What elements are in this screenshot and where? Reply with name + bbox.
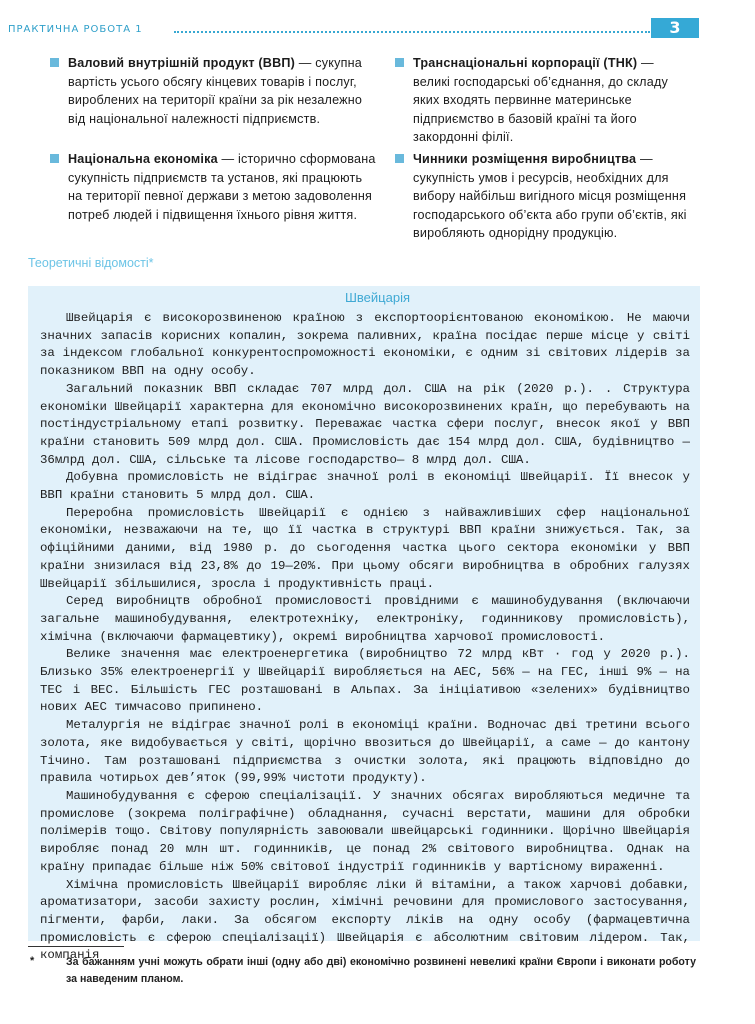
- square-bullet-icon: [50, 154, 59, 163]
- panel-body: [40, 310, 690, 965]
- header-dotted-rule: [174, 31, 650, 33]
- square-bullet-icon: [395, 58, 404, 67]
- definition-term: Транснаціональні корпорації (ТНК): [413, 56, 638, 70]
- paragraph: Загальний показник ВВП складає 707 млрд дол. США на рік (2020 р.). . Структура економіки Швейцарії характерна для економічно високорозвинених країн, що перебувають на постіндустріальному етапі розвитку. Переважає частка сфери послуг, внесок якої у ВВП країни становить 509 млрд дол. США. Промисловість дає 154 млрд дол. США, будівництво — 36млрд дол. США, сільське та лісове господарство— 8 млрд дол. США.: [40, 381, 690, 467]
- definition-national-economy: [68, 150, 380, 224]
- section-title: Теоретичні відомості*: [28, 256, 154, 270]
- paragraph: Велике значення має електроенергетика (виробництво 72 млрд кВт · год у 2020 р.). Близько 35% електроенергії у Швейцарії виробляється на АЕС, 56% — на ГЕС, інші 9% — на ТЕС і ВЕС. Більшість ГЕС розташовані в Альпах. За ініціативою «зелених» будівництво нових АЕС тимчасово припинено.: [40, 647, 690, 715]
- footnote: За бажанням учні можуть обрати інші (одну або дві) економічно розвинені невеликі країни Європи і виконати роботу за наведеним планом.: [66, 956, 696, 985]
- definition-tnc: [413, 54, 691, 147]
- header-title: ПРАКТИЧНА РОБОТА 1: [8, 24, 143, 35]
- paragraph: Хімічна промисловість Швейцарії виробляє ліки й вітаміни, а також харчові добавки, ароматизатори, засоби захисту рослин, хімічні речовини для промислового застосування, пігменти, фарби, лаки. За обсягом експорту ліків на одну особу (фармацевтична промисловість є сферою спеціалізації) Швейцарія є абсолютним світовим лідером. Так, компанія: [40, 877, 690, 963]
- definition-text: — сукупність умов і ресурсів, необхідних для вибору найбільш вигідного місця розміщення господарського об’єкта або групи об’єктів, які виробляють однорідну продукцію.: [413, 152, 687, 241]
- square-bullet-icon: [50, 58, 59, 67]
- definition-text: — великі господарські об’єднання, до складу яких входять первинне материнське підприємство в базовій країні та його закордонні філії.: [413, 56, 668, 145]
- footnote-divider: [28, 946, 124, 947]
- square-bullet-icon: [395, 154, 404, 163]
- paragraph: Переробна промисловість Швейцарії є однією з найважливіших сфер національної економіки, незважаючи на те, що її частка в структурі ВВП країни знижується. Так, за офіційними даними, від 1980 р. до сьогодення частка цього сектора економіки у ВВП країни знизилася від 23,8% до 19—20%. При цьому обсяги виробництва в обробних галузях Швейцарії збільшилися, зросла і продуктивність праці.: [40, 505, 690, 591]
- definition-term: Чинники розміщення виробництва: [413, 152, 637, 166]
- paragraph: Добувна промисловість не відіграє значної ролі в економіці Швейцарії. Її внесок у ВВП країни становить 5 млрд дол. США.: [40, 470, 690, 503]
- paragraph: Швейцарія є високорозвиненою країною з експортоорієнтованою економікою. Не маючи значних запасів корисних копалин, зокрема паливних, країна посідає перше місце у світі за індексом глобальної конкурентоспроможності економіки, є одним зі світових лідерів за показником ВВП на одну особу.: [40, 311, 690, 379]
- page-number: 3: [651, 18, 699, 38]
- paragraph: Машинобудування є сферою спеціалізації. У значних обсягах виробляються медичне та промислове (зокрема поліграфічне) обладнання, сучасні верстати, машини для обробки полімерів тощо. Світову популярність завоювали швейцарські годинники. Щорічно Швейцарія виробляє понад 20 млн шт. годинників, це понад 2% світового виробництва. Однак на країну припадає більше ніж 50% світової індустрії годинників у вартісному вираженні.: [40, 788, 690, 874]
- definition-text: — сукупна вартість усього обсягу кінцевих товарів і послуг, вироблених на території країни за рік незалежно від національної належності підприємств.: [68, 56, 363, 126]
- definition-gdp: [68, 54, 380, 128]
- footnote-mark: *: [30, 955, 35, 967]
- definition-term: Валовий внутрішній продукт (ВВП): [68, 56, 296, 70]
- paragraph: Серед виробництв обробної промисловості провідними є машинобудування (включаючи загальне машинобудування, електротехніку, електроніку, годинникову промисловість), хімічна (включаючи фармацевтику), окремі виробництва харчової промисловості.: [40, 594, 690, 644]
- page-header: [0, 18, 755, 40]
- definition-term: Національна економіка: [68, 152, 218, 166]
- definition-location-factors: [413, 150, 691, 243]
- panel-title: Швейцарія: [345, 290, 410, 305]
- paragraph: Металургія не відіграє значної ролі в економіці країни. Водночас дві третини всього золота, яке видобувається у світі, щорічно ввозиться до Швейцарії, а саме — до кантону Тічино. Там розташовані підприємства з очистки золота, які працюють відповідно до правила чотирьох дев’яток (99,99% чистоти продукту).: [40, 718, 690, 786]
- definition-text: — історично сформована сукупність підприємств та установ, які працюють на території певної держави з метою задоволення потреб людей і підвищення їхнього рівня життя.: [68, 152, 376, 222]
